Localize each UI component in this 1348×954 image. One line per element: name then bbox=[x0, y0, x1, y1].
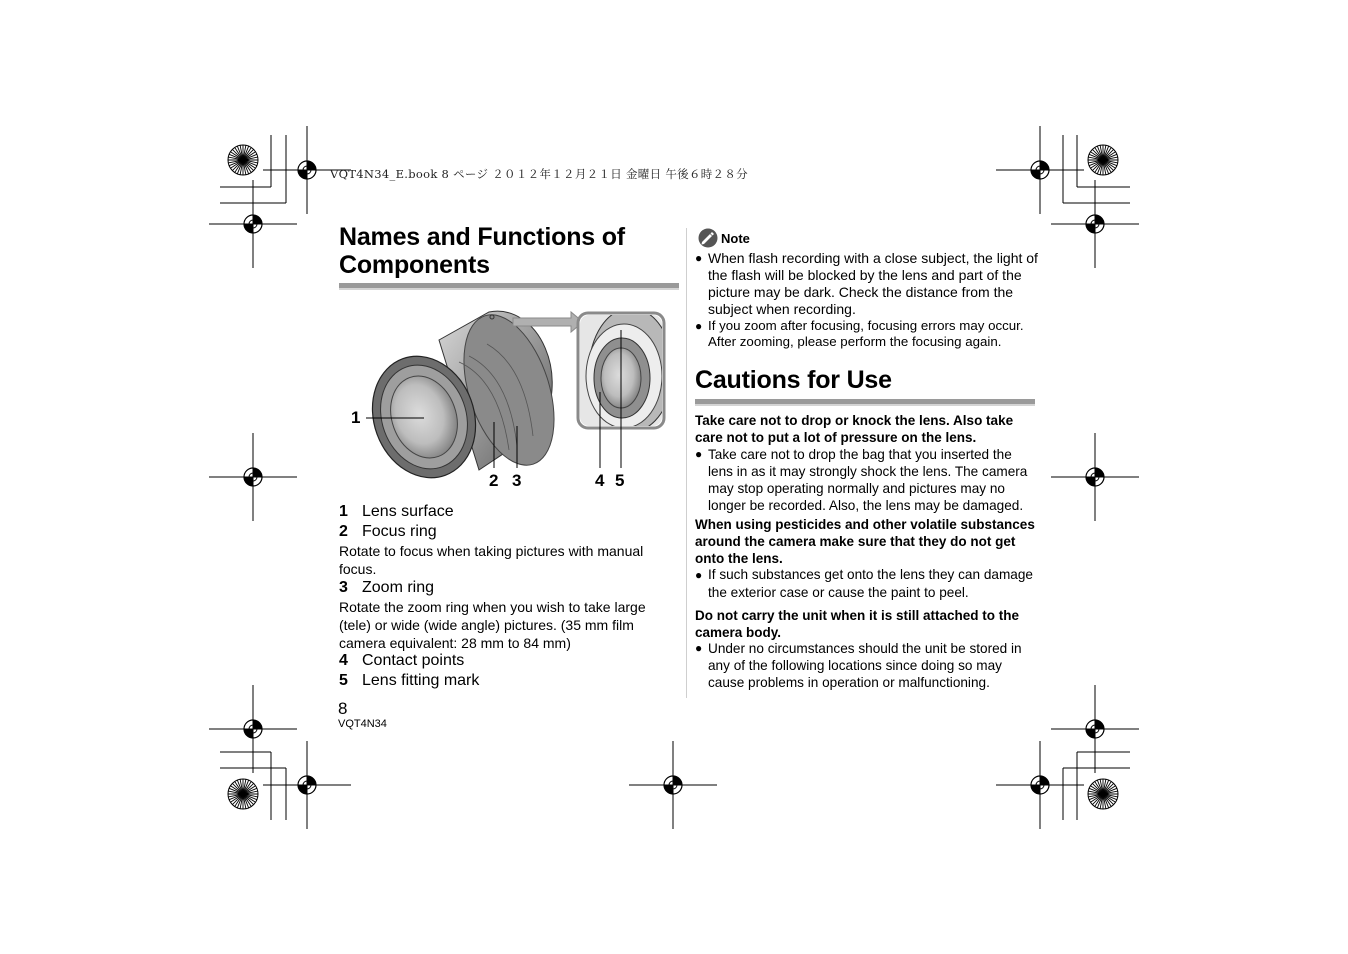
bullet-dot-icon: ● bbox=[695, 641, 703, 655]
cautions-title: Cautions for Use bbox=[695, 366, 892, 394]
callout-2: 2 bbox=[489, 471, 499, 490]
component-2: 2 Focus ring bbox=[339, 523, 437, 540]
component-3: 3 Zoom ring bbox=[339, 579, 435, 596]
bullet-dot-icon: ● bbox=[695, 319, 703, 333]
caution-heading-3: Do not carry the unit when it is still attached to the camera body. bbox=[695, 608, 1020, 640]
component-5: 5 Lens fitting mark bbox=[339, 672, 480, 689]
note-header bbox=[698, 228, 750, 248]
caution-heading-2: When using pesticides and other volatile substances around the camera make sure that they do not get onto the lens. bbox=[695, 517, 1035, 566]
caution-item-1: ● Take care not to drop the bag that you inserted the lens in as it may strongly shock the lens. The camera may stop operating normally and pictures may no longer be recorded. Also, the lens may be damaged. bbox=[695, 447, 1028, 513]
callout-3: 3 bbox=[512, 471, 522, 490]
caution-heading-1: Take care not to drop or knock the lens. Also take care not to put a lot of pressure on the lens. bbox=[695, 413, 1014, 445]
callout-5: 5 bbox=[615, 471, 625, 490]
lens-diagram bbox=[339, 300, 679, 500]
page-number: 8 bbox=[338, 699, 348, 718]
component-2-desc: Rotate to focus when taking pictures with manual focus. bbox=[339, 543, 644, 577]
page-title bbox=[339, 223, 625, 279]
page-title-line2: Components bbox=[339, 251, 490, 279]
callout-1: 1 bbox=[351, 408, 361, 427]
component-4: 4 Contact points bbox=[339, 652, 465, 669]
document-code: VQT4N34 bbox=[338, 718, 387, 730]
bullet-dot-icon: ● bbox=[695, 251, 703, 265]
caution-item-3: ● Under no circumstances should the unit be stored in any of the following locations since doing so may cause problems in operation or malfunctioning. bbox=[695, 641, 1022, 690]
note-item-1: ● When flash recording with a close subject, the light of the flash will be blocked by the lens and part of the picture may be dark. Check the distance from the subject when recording. bbox=[695, 250, 1038, 317]
note-pencil-icon bbox=[698, 228, 718, 248]
cautions-underline bbox=[695, 399, 1035, 406]
title-underline bbox=[339, 283, 679, 290]
print-header: VQT4N34_E.book 8 ページ ２０１２年１２月２１日 金曜日 午後６時２８分 bbox=[330, 167, 748, 181]
bullet-dot-icon: ● bbox=[695, 568, 703, 582]
component-1: 1 Lens surface bbox=[339, 503, 454, 520]
callout-4: 4 bbox=[595, 471, 605, 490]
column-divider bbox=[686, 228, 687, 698]
caution-item-2: ● If such substances get onto the lens they can damage the exterior case or cause the paint to peel. bbox=[695, 567, 1033, 600]
component-3-desc: Rotate the zoom ring when you wish to take large (tele) or wide (wide angle) pictures. (35 mm film camera equivalent: 28 mm to 84 mm) bbox=[339, 599, 646, 651]
bullet-dot-icon: ● bbox=[695, 447, 703, 461]
note-label: Note bbox=[721, 230, 750, 246]
page-title-line1: Names and Functions of bbox=[339, 223, 625, 251]
note-item-2: ● If you zoom after focusing, focusing errors may occur. After zooming, please perform the focusing again. bbox=[695, 318, 1024, 349]
